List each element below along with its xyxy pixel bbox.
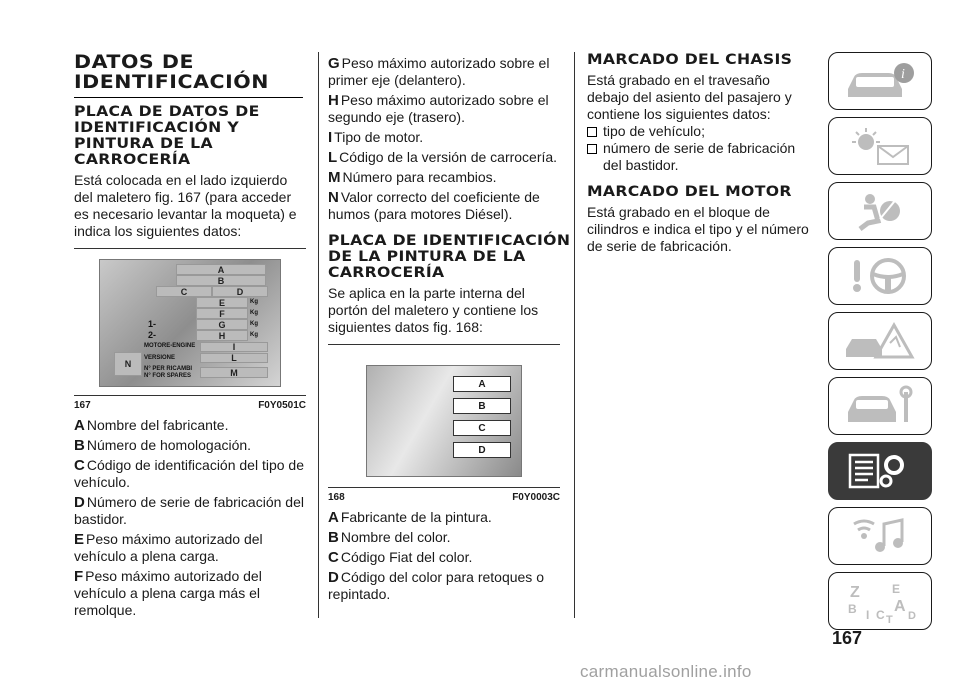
legend-item bbox=[328, 55, 560, 89]
svg-text:A: A bbox=[894, 598, 906, 615]
plate-unit: Kg bbox=[250, 299, 258, 305]
divider bbox=[74, 248, 306, 249]
legend-text: Fabricante de la pintura. bbox=[340, 509, 492, 525]
figure-number: 168 bbox=[328, 492, 345, 503]
legend-key: I bbox=[328, 129, 333, 146]
tab-index[interactable] bbox=[828, 572, 932, 630]
plate-row: L bbox=[200, 353, 268, 363]
legend-text: Peso máximo autorizado del vehículo a plena carga. bbox=[74, 531, 263, 564]
legend-key: D bbox=[328, 569, 339, 586]
bullet-square-icon bbox=[587, 127, 597, 137]
legend-key: A bbox=[328, 509, 339, 526]
paint-plate-box: B bbox=[453, 398, 511, 414]
legend-text: Código de la versión de carrocería. bbox=[339, 149, 558, 165]
car-service-icon bbox=[840, 384, 920, 428]
legend-text: Número de serie de fabricación del bastidor. bbox=[74, 494, 304, 527]
legend-key: L bbox=[328, 149, 338, 166]
subsection-title: PLACA DE IDENTIFICACIÓN DE LA PINTURA DE LA CARROCERÍA bbox=[328, 233, 571, 281]
plate-row: G bbox=[196, 319, 248, 330]
svg-text:I: I bbox=[866, 608, 870, 622]
legend-text: Código del color para retoques o repintado. bbox=[328, 569, 544, 602]
warning-lights-icon bbox=[840, 124, 920, 168]
legend-item bbox=[74, 417, 306, 434]
legend-key: H bbox=[328, 92, 339, 109]
alphabetical-index-icon bbox=[840, 579, 920, 623]
tab-technical-data[interactable] bbox=[828, 442, 932, 500]
legend-text: Tipo de motor. bbox=[334, 129, 424, 145]
divider bbox=[328, 344, 560, 345]
legend-item bbox=[328, 149, 560, 166]
legend-item bbox=[328, 509, 560, 526]
figure-number: 167 bbox=[74, 400, 91, 411]
tab-warning-lights[interactable] bbox=[828, 117, 932, 175]
plate-row: A bbox=[176, 264, 266, 275]
tab-driving[interactable] bbox=[828, 247, 932, 305]
legend-text: Número de homologación. bbox=[86, 437, 252, 453]
legend-key: N bbox=[328, 189, 339, 206]
figure-code: F0Y0003C bbox=[512, 492, 560, 503]
section-title: DATOS DE IDENTIFICACIÓN bbox=[74, 52, 303, 98]
svg-text:E: E bbox=[892, 582, 901, 596]
legend-text: Número para recambios. bbox=[342, 169, 497, 185]
legend-key: A bbox=[74, 417, 85, 434]
column-3 bbox=[587, 52, 815, 255]
plate-text: N° FOR SPARES bbox=[144, 373, 191, 379]
plate-row: M bbox=[200, 367, 268, 378]
legend-key: G bbox=[328, 55, 340, 72]
svg-text:C: C bbox=[876, 608, 885, 622]
legend-text: Peso máximo autorizado sobre el segundo eje (trasero). bbox=[328, 92, 549, 125]
column-divider bbox=[574, 52, 575, 618]
bullet-square-icon bbox=[587, 144, 597, 154]
plate-row: F bbox=[196, 308, 248, 319]
legend-item bbox=[74, 437, 306, 454]
column-1 bbox=[74, 52, 306, 622]
plate-row: H bbox=[196, 330, 248, 341]
plate-text: VERSIONE bbox=[144, 355, 176, 361]
legend-key: D bbox=[74, 494, 85, 511]
legend-text: Peso máximo autorizado sobre el primer eje (delantero). bbox=[328, 55, 550, 88]
body-text: Está grabado en el travesaño debajo del asiento del pasajero y contiene los siguientes datos: bbox=[587, 72, 792, 122]
divider bbox=[328, 487, 560, 488]
svg-text:B: B bbox=[848, 602, 857, 616]
paint-plate-box: C bbox=[453, 420, 511, 436]
column-2 bbox=[328, 52, 571, 606]
legend-item bbox=[328, 92, 560, 126]
legend-item bbox=[74, 457, 306, 491]
plate-unit: Kg bbox=[250, 310, 258, 316]
legend-item bbox=[74, 531, 306, 565]
bullet-item: número de serie de fabricación del bastidor. bbox=[587, 140, 815, 174]
figure-168-paint-plate bbox=[366, 365, 522, 477]
airbag-icon bbox=[840, 189, 920, 233]
steering-wheel-icon bbox=[840, 254, 920, 298]
legend-item bbox=[74, 568, 306, 619]
paint-plate-box: A bbox=[453, 376, 511, 392]
plate-number: 1- bbox=[148, 319, 157, 329]
legend-item bbox=[328, 169, 560, 186]
svg-text:D: D bbox=[908, 610, 916, 622]
paint-plate-box: D bbox=[453, 442, 511, 458]
plate-row: C bbox=[156, 286, 212, 297]
legend-text: Código Fiat del color. bbox=[340, 549, 473, 565]
tab-multimedia[interactable] bbox=[828, 507, 932, 565]
car-info-icon bbox=[840, 59, 920, 103]
intro-text: Está colocada en el lado izquierdo del maletero fig. 167 (para acceder es necesario levantar la moqueta) e indica los siguientes datos: bbox=[74, 172, 297, 239]
legend-list bbox=[74, 417, 306, 619]
legend-key: B bbox=[74, 437, 85, 454]
plate-row: N bbox=[114, 352, 142, 376]
technical-data-icon bbox=[840, 449, 920, 493]
svg-text:Z: Z bbox=[850, 584, 860, 601]
legend-text: Valor correcto del coeficiente de humos (para motores Diésel). bbox=[328, 189, 540, 222]
intro-text: Se aplica en la parte interna del portón del maletero y contiene los siguientes datos fig. 168: bbox=[328, 285, 539, 335]
plate-unit: Kg bbox=[250, 321, 258, 327]
plate-unit: Kg bbox=[250, 332, 258, 338]
legend-item bbox=[74, 494, 306, 528]
svg-text:i: i bbox=[901, 67, 905, 82]
page-number: 167 bbox=[832, 628, 863, 648]
legend-item bbox=[328, 529, 560, 546]
svg-text:T: T bbox=[886, 614, 893, 623]
figure-code: F0Y0501C bbox=[258, 400, 306, 411]
bullet-item: tipo de vehículo; bbox=[587, 123, 815, 140]
tab-emergency[interactable] bbox=[828, 312, 932, 370]
subsection-title: MARCADO DEL MOTOR bbox=[587, 184, 792, 200]
body-text: Está grabado en el bloque de cilindros e indica el tipo y el número de serie de fabricación. bbox=[587, 204, 809, 254]
legend-text: Código de identificación del tipo de vehículo. bbox=[74, 457, 304, 490]
plate-text: MOTORE-ENGINE bbox=[144, 343, 196, 349]
legend-item bbox=[328, 569, 560, 603]
legend-item bbox=[328, 189, 560, 223]
figure-167-data-plate bbox=[99, 259, 281, 387]
tab-maintenance[interactable] bbox=[828, 377, 932, 435]
divider bbox=[74, 395, 306, 396]
plate-number: 2- bbox=[148, 330, 157, 340]
figure-caption bbox=[74, 400, 306, 411]
plate-text: N° PER RICAMBI bbox=[144, 366, 193, 372]
accident-triangle-icon bbox=[840, 319, 920, 363]
legend-list bbox=[328, 509, 560, 603]
plate-row: D bbox=[212, 286, 268, 297]
legend-key: M bbox=[328, 169, 341, 186]
legend-key: E bbox=[74, 531, 85, 548]
legend-text: Nombre del color. bbox=[340, 529, 451, 545]
tab-safety[interactable] bbox=[828, 182, 932, 240]
legend-item bbox=[328, 549, 560, 566]
plate-row: E bbox=[196, 297, 248, 308]
legend-list bbox=[328, 55, 560, 223]
subsection-title: PLACA DE DATOS DE IDENTIFICACIÓN Y PINTURA DE LA CARROCERÍA bbox=[74, 104, 260, 168]
legend-key: C bbox=[328, 549, 339, 566]
watermark: carmanualsonline.info bbox=[580, 662, 752, 681]
legend-item bbox=[328, 129, 560, 146]
legend-key: C bbox=[74, 457, 85, 474]
plate-row: I bbox=[200, 342, 268, 352]
subsection-title: MARCADO DEL CHASIS bbox=[587, 52, 793, 68]
legend-text: Nombre del fabricante. bbox=[86, 417, 229, 433]
legend-key: B bbox=[328, 529, 339, 546]
legend-text: Peso máximo autorizado del vehículo a plena carga más el remolque. bbox=[74, 568, 262, 618]
legend-key: F bbox=[74, 568, 84, 585]
multimedia-icon bbox=[840, 514, 920, 558]
tab-car-info[interactable] bbox=[828, 52, 932, 110]
figure-caption bbox=[328, 492, 560, 503]
plate-row: B bbox=[176, 275, 266, 286]
chapter-tabs bbox=[828, 52, 934, 637]
